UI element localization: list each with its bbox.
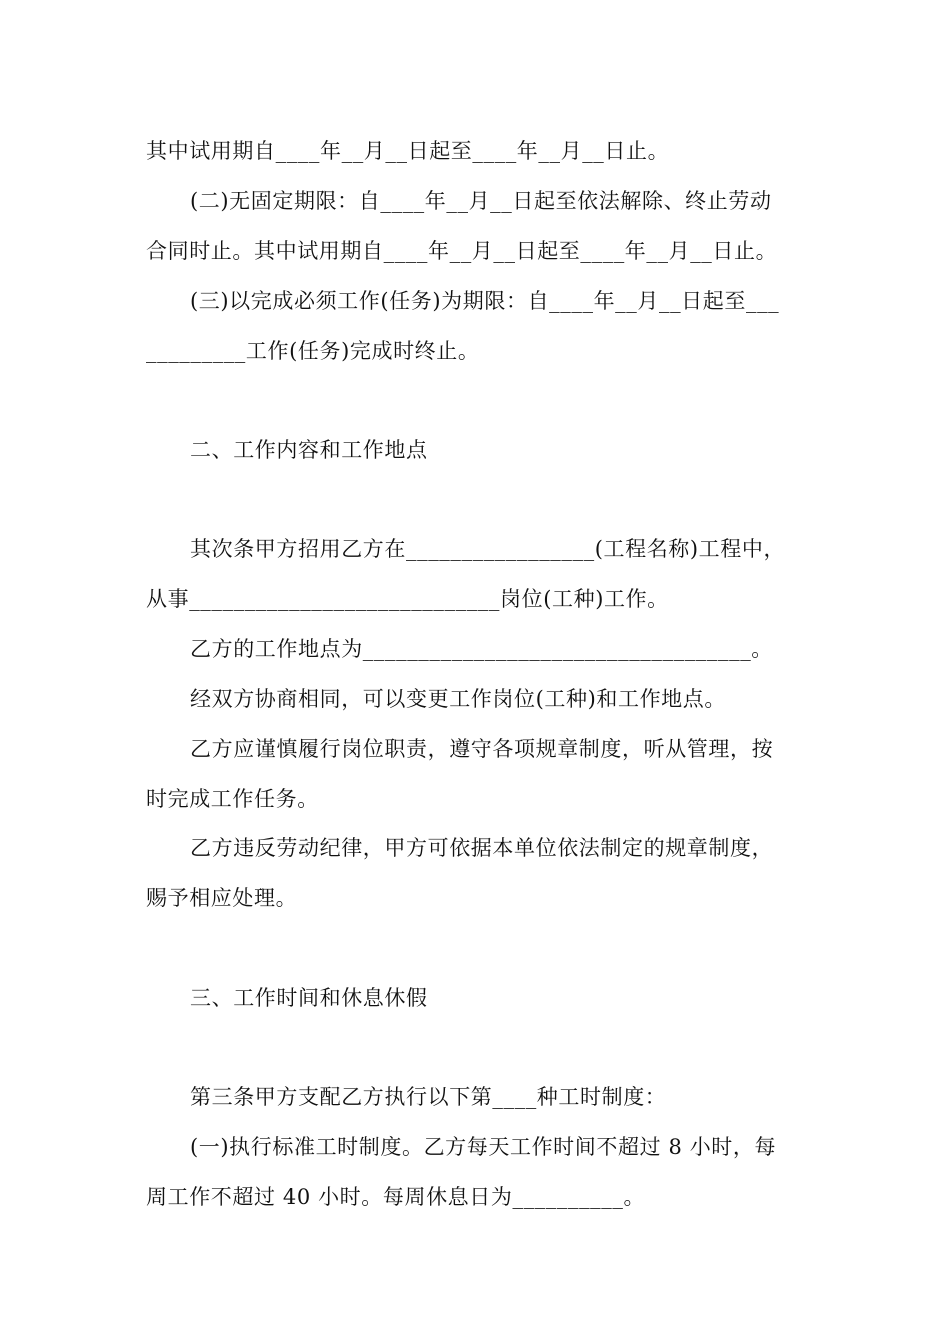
paragraph-line: 乙方的工作地点为___________________________________。 <box>190 637 773 661</box>
paragraph-line: 乙方应谨慎履行岗位职责，遵守各项规章制度，听从管理，按 <box>190 737 774 761</box>
paragraph-line: 从事____________________________岗位(工种)工作。 <box>146 587 669 611</box>
paragraph-line: _________工作(任务)完成时终止。 <box>146 339 480 363</box>
section-heading: 二、工作内容和工作地点 <box>190 438 428 462</box>
paragraph-line: 赐予相应处理。 <box>146 886 298 910</box>
paragraph-line: (一)执行标准工时制度。乙方每天工作时间不超过 8 小时，每 <box>190 1135 777 1159</box>
paragraph-line: (三)以完成必须工作(任务)为期限：自____年__月__日起至___ <box>190 289 780 313</box>
paragraph-line: 其次条甲方招用乙方在_________________(工程名称)工程中， <box>190 537 786 561</box>
paragraph-line: 乙方违反劳动纪律，甲方可依据本单位依法制定的规章制度， <box>190 836 774 860</box>
paragraph-line: 其中试用期自____年__月__日起至____年__月__日止。 <box>146 139 670 163</box>
paragraph-line: 周工作不超过 40 小时。每周休息日为__________。 <box>146 1185 646 1209</box>
section-heading: 三、工作时间和休息休假 <box>190 986 428 1010</box>
paragraph-line: 合同时止。其中试用期自____年__月__日起至____年__月__日止。 <box>146 239 778 263</box>
paragraph-line: 时完成工作任务。 <box>146 787 319 811</box>
paragraph-line: 经双方协商相同，可以变更工作岗位(工种)和工作地点。 <box>190 687 726 711</box>
paragraph-line: (二)无固定期限：自____年__月__日起至依法解除、终止劳动 <box>190 189 772 213</box>
paragraph-line: 第三条甲方支配乙方执行以下第____种工时制度： <box>190 1085 667 1109</box>
